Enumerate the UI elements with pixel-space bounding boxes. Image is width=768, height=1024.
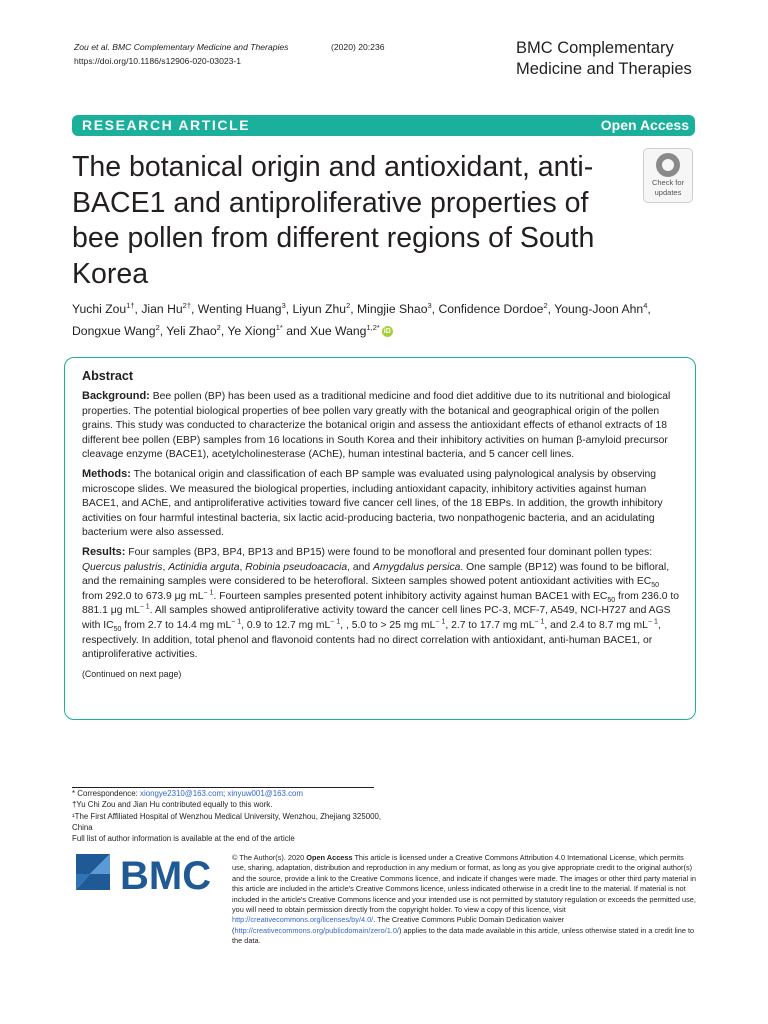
author[interactable]: Young-Joon Ahn [554,302,644,316]
license-body: ) applies to the data made available in this article, unless otherwise stated in a credit line to the data. [232,925,695,946]
correspondence-label: * Correspondence: [72,789,140,798]
citation: Zou et al. BMC Complementary Medicine and Therapies [74,42,289,52]
abstract-heading: Abstract [82,369,134,383]
email-separator: ; [223,789,228,798]
doi-link[interactable]: https://doi.org/10.1186/s12906-020-03023-1 [74,56,242,66]
background-label: Background: [82,390,150,402]
journal-name-line1: BMC Complementary [516,39,674,57]
author-affiliation-mark: 1,2* [366,322,380,332]
abstract-box [64,357,696,720]
abstract-background [82,389,679,463]
subscript: 50 [607,596,616,604]
results-text: , 5.0 to > 25 mg mL [345,619,436,631]
results-text: , [162,561,169,573]
abstract-methods [82,467,679,541]
year-volume: (2020) 20:236 [331,42,385,52]
author[interactable]: Wenting Huang [197,302,282,316]
open-access-label: Open Access [600,117,689,133]
results-text: , respectively. In addition, total phenol and flavonoid contents had no direct correlation with antioxidant, anti-human BACE1, or antiproliferative activities. [82,619,661,661]
article-title: The botanical origin and antioxidant, anti-BACE1 and antiproliferative properties of bee pollen from different regions of South Korea [72,151,595,290]
results-text: , and [347,561,373,573]
results-text: . Fourteen samples presented potent inhibitory activity against human BACE1 with EC [213,590,608,602]
author-info-note: Full list of author information is available at the end of the article [72,834,295,844]
continued-note: (Continued on next page) [82,668,182,679]
license-body: This article is licensed under a Creative Commons Attribution 4.0 International License, which permits use, sharing, adaptation, distribution and reproduction in any medium or format, as long as you give appropriate credit to the original author(s) and the source, provide a link to the Creative Commons licence, and indicate if changes were made. The images or other third party material in this article are included in the article's Creative Commons licence, unless indicated otherwise in a credit line to the material. If material is not included in the article's Creative Commons licence and your intended use is not permitted by statutory regulation or exceeds the permitted use, you will need to obtain permission directly from the copyright holder. To view a copy of this licence, visit [232,853,696,915]
species-name: Actinidia arguta [168,561,240,573]
affiliation: ¹The First Affiliated Hospital of Wenzhou Medical University, Wenzhou, Zhejiang 325000, China [72,811,382,832]
author[interactable]: Liyun Zhu [292,302,347,316]
superscript: − 1 [231,618,242,626]
author-affiliation-mark: 2 [543,300,548,310]
superscript: − 1 [647,618,658,626]
results-text: Four samples (BP3, BP4, BP13 and BP15) were found to be monofloral and presented four dominant pollen types: [128,546,653,558]
superscript: − 1 [435,618,446,626]
author-affiliation-mark: 2 [216,322,221,332]
journal-name-line2: Medicine and Therapies [516,60,692,78]
methods-text: The botanical origin and classification of each BP sample was evaluated using palynological analysis by observing microscope slides. We measured the biological properties, including antioxidant capacity, inhibitory activities against human BACE1, and AChE, and antiproliferative activities toward five cancer cell lines, of the 18 EBPs. In addition, the growth inhibitory activities on four harmful intestinal bacteria, six lactic acid-producing bacteria, two nonpathogenic bacteria, and an acidulating bacterium were also assessed. [82,468,663,539]
results-text: , and 2.4 to 8.7 mg mL [544,619,648,631]
superscript: − 1 [203,589,214,597]
subscript: 50 [651,582,660,590]
orcid-icon[interactable]: iD [383,328,391,336]
bmc-logo-graphic [70,850,216,894]
subscript: 50 [113,625,122,633]
author[interactable]: Jian Hu [141,302,183,316]
check-for-updates-line2: updates [654,188,682,197]
abstract-results: Results: Four samples (BP3, BP4, BP13 and BP15) were found to be monofloral and presented four dominant pollen types: Quercus palustris, Actinidia arguta, Robinia pseudoacacia, and Amygdalus persica. One sample (BP12) was found to be bifloral, and the remaining samples were considered to be heterofloral. Sixteen samples showed potent antioxidant activities with $EC_{50}$ from 292.0 to 673.9 μg $mL^{- 1}$. Fourteen samples presented potent inhibitory activity against human BACE1 with $EC_{50}$ from 236.0 to 881.1 μg $mL^{- 1}$. All samples showed antiproliferative activity toward the cancer cell lines PC-3, MCF-7, A549, NCI-H727 and AGS with $IC_{50}$ from 2.7 to 14.4 mg $mL^{- 1}$, 0.9 to 12.7 mg $mL^{- 1}$, , 5.0 to > 25 mg $mL^{- 1}$, 2.7 to 17.7 mg $mL^{- 1}$, and 2.4 to 8.7 mg $mL^{- 1}$, respectively. In addition, total phenol and flavonoid contents had no direct correlation with antioxidant, anti-human BACE1, or antiproliferative activities. [82,545,679,661]
author-affiliation-mark: 1* [275,322,283,332]
author-list: Yuchi Zou$^{1\dagger}$, Jian $Hu^{2\dagger}$, Wenting Huang$^3$, Liyun Zhu$^2$, Mingjie Shao$^3$, Confidence Dordoe$^2$, Young-Joon Ahn$^4$, Dongxue Wang$^2$, Yeli Zhao$^2$, Ye Xiong$^{1*}$ and Xue Wang$^{1,2*}$ iD [72,300,651,338]
results-text: . One sample (BP12) was found to be bifloral, and the remaining samples were considered to be heterofloral. Sixteen samples showed potent antioxidant activities with EC [82,561,670,588]
bmc-logo [70,850,216,894]
journal-name [516,38,692,80]
author-affiliation-mark: 4 [643,300,648,310]
results-text: , 2.7 to 17.7 mg mL [445,619,535,631]
author[interactable]: Mingjie Shao [357,302,428,316]
license-link[interactable]: http://creativecommons.org/licenses/by/4.0/ [232,915,374,925]
check-for-updates-icon [656,153,680,177]
author[interactable]: Ye Xiong [227,324,276,338]
species-name: Amygdalus persica [372,561,461,573]
license-body: . The Creative Commons Public Domain Dedication waiver ( [232,915,565,935]
author-affiliation-mark: 1† [126,300,135,310]
author[interactable]: Confidence Dordoe [438,302,544,316]
correspondence [72,788,392,799]
species-name: Robinia pseudoacacia [245,561,348,573]
article-type-banner [72,115,695,136]
species-name: Quercus palustris [82,561,163,573]
author-affiliation-mark: 2 [346,300,351,310]
footnotes [72,788,392,844]
author[interactable]: Yeli Zhao [166,324,217,338]
equal-contribution-note: †Yu Chi Zou and Jian Hu contributed equally to this work. [72,800,273,810]
superscript: − 1 [330,618,341,626]
bmc-logo-text: BMC [120,854,212,894]
author-affiliation-mark: 2† [182,300,191,310]
methods-label: Methods: [82,467,131,480]
license-text [232,853,698,947]
results-text: from 292.0 to 673.9 μg mL [82,590,204,602]
license-open-access: Open Access [306,853,353,862]
results-text: . All samples showed antiproliferative activity toward the cancer cell lines PC-3, MCF-7, A549, NCI-H727 and AGS with IC [82,605,671,631]
superscript: − 1 [534,618,545,626]
check-for-updates-button[interactable] [643,148,693,203]
running-header [74,40,385,68]
results-text: , 0.9 to 12.7 mg mL [241,619,331,631]
email-link[interactable]: xiongye2310@163.com [140,789,224,798]
author-affiliation-mark: 2 [155,322,160,332]
author-affiliation-mark: 3 [281,300,286,310]
email-link[interactable]: xinyuw001@163.com [227,789,303,798]
author[interactable]: Xue Wang [309,324,367,338]
author[interactable]: Dongxue Wang [72,324,156,338]
superscript: − 1 [139,603,150,611]
results-label: Results: [82,545,126,558]
author[interactable]: Yuchi Zou [72,302,127,316]
public-domain-link[interactable]: http://creativecommons.org/publicdomain/zero/1.0/ [234,925,399,935]
author-affiliation-mark: 3 [427,300,432,310]
license-copyright: © The Author(s). 2020 [232,853,307,862]
background-text: Bee pollen (BP) has been used as a traditional medicine and food diet additive due to its nutritional and biological properties. The potential biological properties of bee pollen vary greatly with the botanical and geographical origin of the pollen grains. This study was conducted to characterize the botanical origin and assess the antioxidant effects of ethanol extracts of 18 different bee pollen (EBP) samples from 16 locations in South Korea and their inhibitory activities on human β-amyloid precursor cleavage enzyme (BACE1), acetylcholinesterase (AChE), human intestinal bacteria, and 5 cancer cell lines. [82,391,671,461]
check-for-updates-line1: Check for [651,178,685,187]
results-text: from 2.7 to 14.4 mg mL [121,619,232,631]
results-text: , [239,561,246,573]
article-type: RESEARCH ARTICLE [82,117,251,133]
results-text: from 236.0 to 881.1 μg mL [82,590,679,617]
